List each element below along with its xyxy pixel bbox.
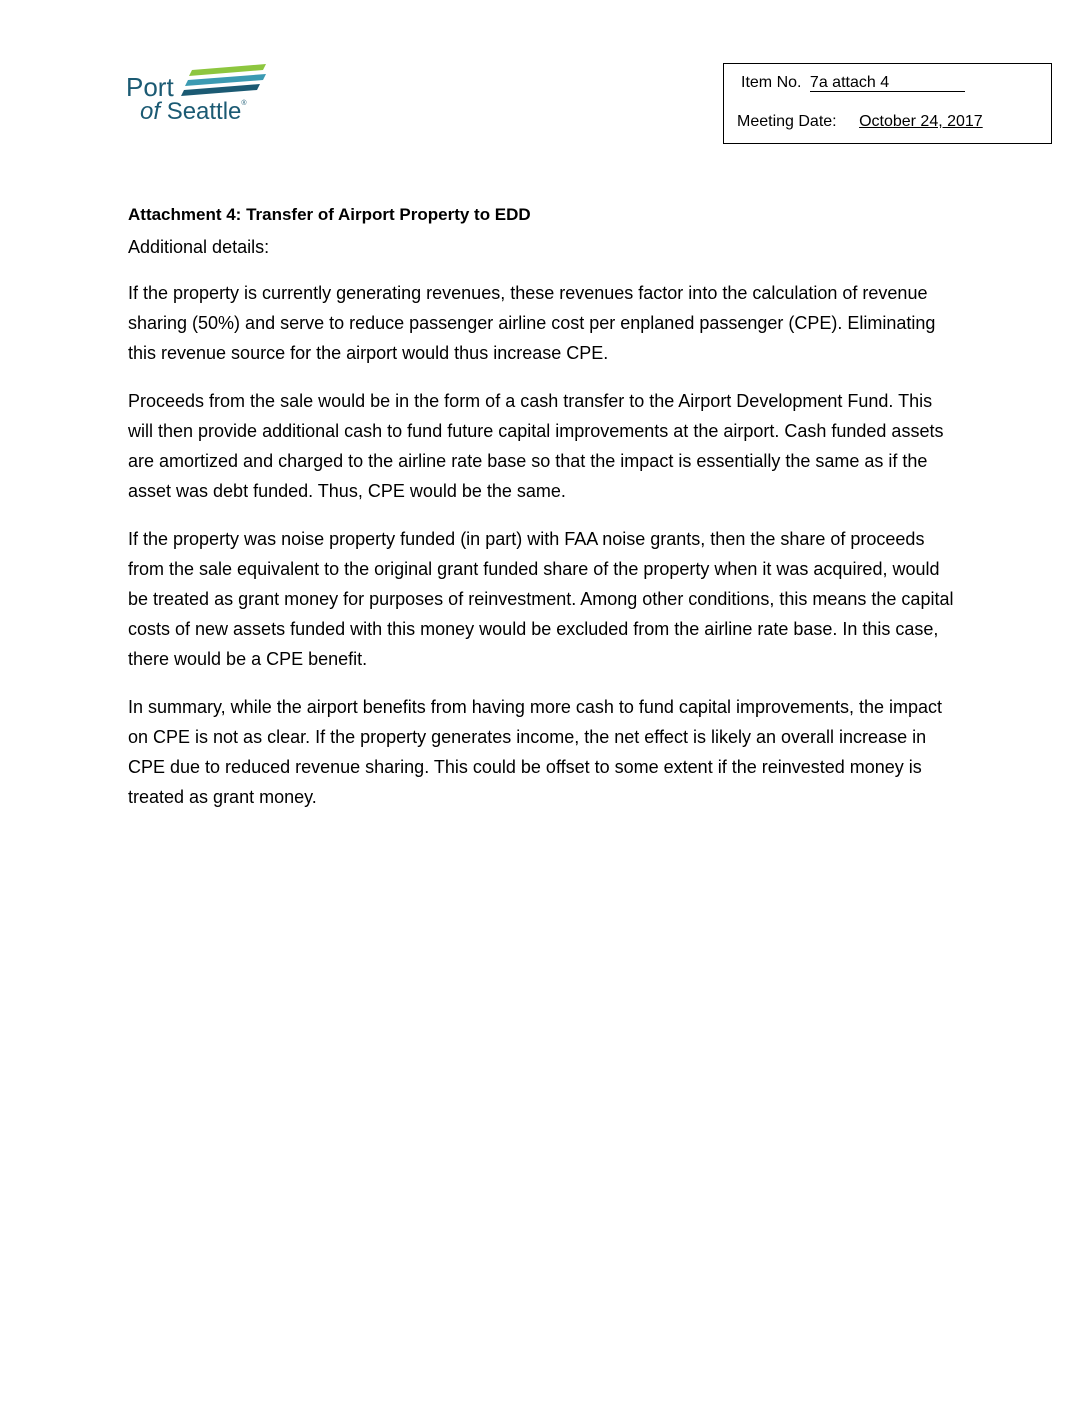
item-number-row <box>741 74 965 92</box>
document-body <box>128 203 960 830</box>
port-of-seattle-logo <box>126 62 276 128</box>
paragraph-summary: In summary, while the airport benefits from having more cash to fund capital improvements, the impact on CPE is not as clear. If the property generates income, the net effect is likely an overall increase in CPE due to reduced revenue sharing. This could be offset to some extent if the reinvested money is treated as grant money. <box>128 697 943 807</box>
meeting-date-label: Meeting Date: <box>737 113 837 130</box>
paragraph-sale-proceeds: Proceeds from the sale would be in the form of a cash transfer to the Airport Development Fund. This will then provide additional cash to fund future capital improvements at the airport. Cash funded assets are amortized and charged to the airline rate base so that the impact is essentially the same as if the asset was debt funded. Thus, CPE would be the same. <box>128 391 944 501</box>
logo-word-of: of <box>140 98 161 125</box>
meeting-date-value: October 24, 2017 <box>859 113 983 130</box>
logo-word-seattle-main: Seattle <box>166 98 242 125</box>
item-number-label: Item No. <box>741 74 802 91</box>
logo-word-seattle <box>140 100 247 124</box>
document-title: Attachment 4: Transfer of Airport Property to EDD <box>128 205 531 224</box>
meeting-info-box <box>723 63 1052 144</box>
logo-word-port: Port <box>126 72 174 102</box>
registered-mark: ® <box>241 100 247 107</box>
document-subtitle: Additional details: <box>128 237 270 257</box>
paragraph-revenue-sharing: If the property is currently generating revenues, these revenues factor into the calculation of revenue sharing (50%) and serve to reduce passenger airline cost per enplaned passenger (CPE). Eliminating this revenue source for the airport would thus increase CPE. <box>128 283 936 363</box>
paragraph-noise-grants: If the property was noise property funded (in part) with FAA noise grants, then the share of proceeds from the sale equivalent to the original grant funded share of the property when it was acquired, would be treated as grant money for purposes of reinvestment. Among other conditions, this means the capital costs of new assets funded with this money would be excluded from the airline rate base. In this case, there would be a CPE benefit. <box>128 529 954 669</box>
meeting-date-row <box>737 113 983 131</box>
item-number-value: 7a attach 4 <box>810 75 965 92</box>
